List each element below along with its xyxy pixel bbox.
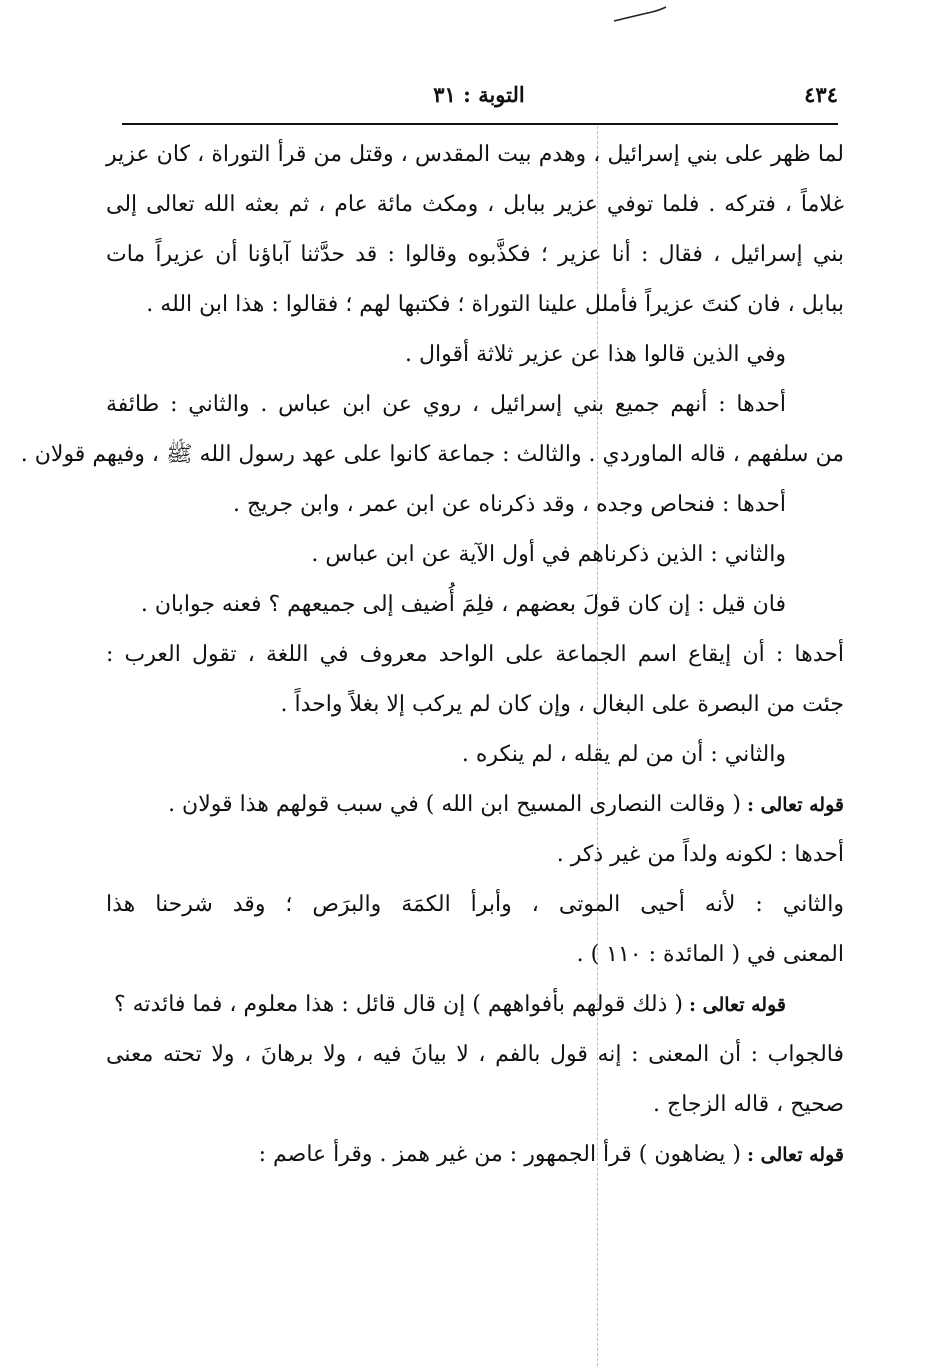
text-line: أحدها : أن إيقاع اسم الجماعة على الواحد معروف في اللغة ، تقول العرب : <box>106 642 844 667</box>
text-line: بني إسرائيل ، فقال : أنا عزير ؛ فكذَّبوه وقالوا : قد حدَّثنا آباؤنا أن عزيراً مات <box>106 242 844 267</box>
text-line: فالجواب : أن المعنى : إنه قول بالفم ، لا بيانَ فيه ، ولا برهانَ ، ولا تحته معنى <box>106 1042 844 1067</box>
text-line: والثاني : لأنه أحيى الموتى ، وأبرأ الكمَهَ والبرَص ؛ وقد شرحنا هذا <box>106 892 844 917</box>
text-line: وفي الذين قالوا هذا عن عزير ثلاثة أقوال . <box>405 342 786 367</box>
text-line: ببابل ، فان كنتَ عزيراً فأملل علينا التوراة ؛ فكتبها لهم ؛ فقالوا : هذا ابن الله . <box>146 292 844 317</box>
verse-text: ( يضاهون ) قرأ الجمهور : من غير همز . وقرأ عاصم : <box>258 1142 741 1167</box>
running-title: التوبة : ٣١ <box>433 82 525 107</box>
pen-stroke-mark <box>612 4 668 26</box>
text-line: صحيح ، قاله الزجاج . <box>653 1092 844 1117</box>
verse-lead: قوله تعالى : <box>689 994 786 1016</box>
verse-line <box>106 980 844 1030</box>
text-line: لما ظهر على بني إسرائيل ، وهدم بيت المقدس ، وقتل من قرأ التوراة ، كان عزير <box>106 142 844 167</box>
text-line: أحدها : أنهم جميع بني إسرائيل ، روي عن ابن عباس . والثاني : طائفة <box>106 392 786 417</box>
page-number: ٤٣٤ <box>804 82 838 107</box>
header-rule <box>122 123 838 125</box>
text-line: أحدها : فنحاص وجده ، وقد ذكرناه عن ابن عمر ، وابن جريج . <box>233 492 786 517</box>
text-line: غلاماً ، فتركه . فلما توفي عزير ببابل ، ومكث مائة عام ، ثم بعثه الله تعالى إلى <box>106 192 844 217</box>
body-text <box>20 130 844 1180</box>
page-header <box>120 78 838 120</box>
verse-text: ( وقالت النصارى المسيح ابن الله ) في سبب قولهم هذا قولان . <box>168 792 741 817</box>
verse-text: ( ذلك قولهم بأفواههم ) إن قال قائل : هذا معلوم ، فما فائدته ؟ <box>113 992 683 1017</box>
verse-lead: قوله تعالى : <box>747 1144 844 1166</box>
text-line: من سلفهم ، قاله الماوردي . والثالث : جماعة كانوا على عهد رسول الله ﷺ ، وفيهم قولان . <box>20 442 844 467</box>
text-line: والثاني : الذين ذكرناهم في أول الآية عن ابن عباس . <box>311 542 786 567</box>
text-line: فان قيل : إن كان قولَ بعضهم ، فلِمَ أُضيف إلى جميعهم ؟ فعنه جوابان . <box>140 592 786 617</box>
verse-lead: قوله تعالى : <box>747 794 844 816</box>
verse-line <box>106 780 844 830</box>
text-line: أحدها : لكونه ولداً من غير ذكر . <box>556 842 844 867</box>
text-line: المعنى في ( المائدة : ١١٠ ) . <box>576 942 844 967</box>
verse-line <box>106 1130 844 1180</box>
text-line: جئت من البصرة على البغال ، وإن كان لم يركب إلا بغلاً واحداً . <box>280 692 844 717</box>
text-line: والثاني : أن من لم يقله ، لم ينكره . <box>461 742 786 767</box>
